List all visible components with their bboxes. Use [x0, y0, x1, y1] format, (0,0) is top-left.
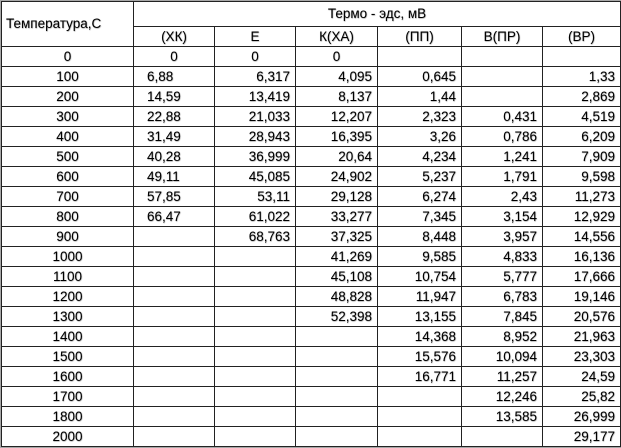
emf-value-cell: 12,929 — [543, 207, 621, 227]
temperature-header: Температура,С — [2, 2, 134, 47]
emf-value-cell: 0 — [134, 47, 215, 67]
emf-value-cell: 1,44 — [378, 87, 462, 107]
emf-value-cell: 52,398 — [296, 307, 378, 327]
table-row — [2, 387, 621, 407]
emf-value-cell: 13,155 — [378, 307, 462, 327]
table-row — [2, 227, 621, 247]
table-row — [2, 207, 621, 227]
emf-value-cell: 19,146 — [543, 287, 621, 307]
table-row — [2, 287, 621, 307]
emf-value-cell — [215, 387, 296, 407]
emf-value-cell: 45,085 — [215, 167, 296, 187]
temperature-cell: 1400 — [2, 327, 134, 347]
emf-value-cell: 4,833 — [462, 247, 543, 267]
temperature-cell: 600 — [2, 167, 134, 187]
emf-value-cell — [296, 367, 378, 387]
emf-value-cell: 10,094 — [462, 347, 543, 367]
emf-value-cell — [134, 267, 215, 287]
table-row — [2, 307, 621, 327]
emf-value-cell: 13,419 — [215, 87, 296, 107]
emf-value-cell: 11,273 — [543, 187, 621, 207]
emf-value-cell: 0,786 — [462, 127, 543, 147]
header-row-group — [2, 2, 621, 27]
emf-value-cell: 2,869 — [543, 87, 621, 107]
emf-value-cell — [134, 427, 215, 447]
emf-value-cell: 4,519 — [543, 107, 621, 127]
emf-value-cell: 0 — [215, 47, 296, 67]
column-header-xk: (ХК) — [134, 27, 215, 47]
emf-value-cell: 12,246 — [462, 387, 543, 407]
temperature-cell: 900 — [2, 227, 134, 247]
emf-value-cell: 0,431 — [462, 107, 543, 127]
temperature-cell: 1000 — [2, 247, 134, 267]
emf-value-cell: 8,952 — [462, 327, 543, 347]
table-row — [2, 347, 621, 367]
emf-value-cell: 26,999 — [543, 407, 621, 427]
emf-value-cell — [134, 247, 215, 267]
emf-value-cell: 13,585 — [462, 407, 543, 427]
emf-value-cell — [215, 367, 296, 387]
table-row — [2, 327, 621, 347]
emf-value-cell: 5,777 — [462, 267, 543, 287]
emf-value-cell — [215, 347, 296, 367]
temperature-cell: 800 — [2, 207, 134, 227]
thermo-emf-table — [1, 1, 621, 447]
emf-value-cell — [296, 387, 378, 407]
emf-value-cell: 24,59 — [543, 367, 621, 387]
emf-group-header: Термо - эдс, мВ — [134, 2, 621, 27]
emf-value-cell: 14,59 — [134, 87, 215, 107]
emf-value-cell — [134, 347, 215, 367]
table-body — [2, 47, 621, 447]
table-row — [2, 267, 621, 287]
table-row — [2, 147, 621, 167]
temperature-cell: 2000 — [2, 427, 134, 447]
emf-value-cell — [215, 407, 296, 427]
emf-value-cell: 6,88 — [134, 67, 215, 87]
table-row — [2, 427, 621, 447]
emf-value-cell — [296, 347, 378, 367]
emf-value-cell: 16,136 — [543, 247, 621, 267]
emf-value-cell: 66,47 — [134, 207, 215, 227]
emf-value-cell: 23,303 — [543, 347, 621, 367]
temperature-cell: 0 — [2, 47, 134, 67]
emf-value-cell: 37,325 — [296, 227, 378, 247]
emf-value-cell: 22,88 — [134, 107, 215, 127]
emf-value-cell — [215, 307, 296, 327]
emf-value-cell — [215, 327, 296, 347]
emf-value-cell: 31,49 — [134, 127, 215, 147]
emf-value-cell: 11,257 — [462, 367, 543, 387]
emf-value-cell: 6,783 — [462, 287, 543, 307]
column-header-vpr: В(ПР) — [462, 27, 543, 47]
emf-value-cell — [215, 427, 296, 447]
temperature-cell: 200 — [2, 87, 134, 107]
column-header-e: Е — [215, 27, 296, 47]
emf-value-cell: 57,85 — [134, 187, 215, 207]
emf-value-cell: 11,947 — [378, 287, 462, 307]
emf-value-cell: 1,33 — [543, 67, 621, 87]
emf-value-cell: 12,207 — [296, 107, 378, 127]
emf-value-cell: 1,791 — [462, 167, 543, 187]
emf-value-cell: 17,666 — [543, 267, 621, 287]
emf-value-cell: 4,095 — [296, 67, 378, 87]
temperature-cell: 700 — [2, 187, 134, 207]
temperature-cell: 1800 — [2, 407, 134, 427]
table-row — [2, 407, 621, 427]
table-row — [2, 87, 621, 107]
emf-value-cell: 25,82 — [543, 387, 621, 407]
emf-value-cell: 48,828 — [296, 287, 378, 307]
emf-value-cell: 5,237 — [378, 167, 462, 187]
emf-value-cell — [134, 407, 215, 427]
emf-value-cell — [462, 427, 543, 447]
emf-value-cell: 9,598 — [543, 167, 621, 187]
emf-value-cell: 16,771 — [378, 367, 462, 387]
temperature-cell: 400 — [2, 127, 134, 147]
emf-value-cell: 40,28 — [134, 147, 215, 167]
emf-value-cell: 24,902 — [296, 167, 378, 187]
emf-value-cell: 53,11 — [215, 187, 296, 207]
emf-value-cell: 6,317 — [215, 67, 296, 87]
emf-value-cell — [215, 247, 296, 267]
emf-value-cell — [134, 387, 215, 407]
emf-value-cell: 0 — [296, 47, 378, 67]
emf-value-cell — [462, 47, 543, 67]
emf-value-cell — [215, 287, 296, 307]
table-row — [2, 67, 621, 87]
column-header-pp: (ПП) — [378, 27, 462, 47]
emf-value-cell: 1,241 — [462, 147, 543, 167]
table-row — [2, 187, 621, 207]
emf-value-cell: 6,209 — [543, 127, 621, 147]
emf-value-cell: 16,395 — [296, 127, 378, 147]
temperature-cell: 500 — [2, 147, 134, 167]
emf-value-cell: 9,585 — [378, 247, 462, 267]
emf-value-cell: 4,234 — [378, 147, 462, 167]
temperature-cell: 1200 — [2, 287, 134, 307]
temperature-cell: 1700 — [2, 387, 134, 407]
temperature-cell: 300 — [2, 107, 134, 127]
emf-value-cell — [296, 407, 378, 427]
column-header-kxa: К(ХА) — [296, 27, 378, 47]
emf-value-cell: 3,957 — [462, 227, 543, 247]
table-row — [2, 247, 621, 267]
table-row — [2, 127, 621, 147]
emf-value-cell: 29,128 — [296, 187, 378, 207]
emf-value-cell: 3,154 — [462, 207, 543, 227]
emf-value-cell: 29,177 — [543, 427, 621, 447]
emf-value-cell: 45,108 — [296, 267, 378, 287]
emf-value-cell: 15,576 — [378, 347, 462, 367]
temperature-cell: 100 — [2, 67, 134, 87]
column-header-vr: (ВР) — [543, 27, 621, 47]
emf-value-cell — [378, 407, 462, 427]
emf-value-cell — [378, 387, 462, 407]
emf-value-cell — [378, 427, 462, 447]
emf-value-cell: 2,43 — [462, 187, 543, 207]
emf-value-cell: 61,022 — [215, 207, 296, 227]
temperature-cell: 1500 — [2, 347, 134, 367]
emf-value-cell: 14,556 — [543, 227, 621, 247]
emf-value-cell: 8,137 — [296, 87, 378, 107]
emf-value-cell: 14,368 — [378, 327, 462, 347]
emf-value-cell — [543, 47, 621, 67]
emf-value-cell — [134, 327, 215, 347]
emf-value-cell: 3,26 — [378, 127, 462, 147]
emf-value-cell: 21,033 — [215, 107, 296, 127]
emf-value-cell: 33,277 — [296, 207, 378, 227]
emf-value-cell: 28,943 — [215, 127, 296, 147]
table-row — [2, 47, 621, 67]
table-row — [2, 367, 621, 387]
table-row — [2, 167, 621, 187]
emf-value-cell: 0,645 — [378, 67, 462, 87]
emf-value-cell — [134, 227, 215, 247]
temperature-cell: 1600 — [2, 367, 134, 387]
emf-value-cell: 21,963 — [543, 327, 621, 347]
emf-value-cell — [215, 267, 296, 287]
emf-value-cell: 7,845 — [462, 307, 543, 327]
emf-value-cell: 7,909 — [543, 147, 621, 167]
emf-value-cell: 7,345 — [378, 207, 462, 227]
emf-value-cell — [134, 307, 215, 327]
emf-value-cell: 49,11 — [134, 167, 215, 187]
emf-value-cell: 20,64 — [296, 147, 378, 167]
temperature-cell: 1300 — [2, 307, 134, 327]
emf-value-cell — [134, 287, 215, 307]
emf-value-cell: 10,754 — [378, 267, 462, 287]
table-row — [2, 107, 621, 127]
emf-value-cell: 2,323 — [378, 107, 462, 127]
emf-value-cell: 6,274 — [378, 187, 462, 207]
emf-value-cell — [462, 87, 543, 107]
emf-value-cell: 68,763 — [215, 227, 296, 247]
emf-value-cell: 36,999 — [215, 147, 296, 167]
emf-value-cell — [296, 327, 378, 347]
temperature-cell: 1100 — [2, 267, 134, 287]
emf-value-cell — [378, 47, 462, 67]
emf-value-cell: 8,448 — [378, 227, 462, 247]
emf-value-cell: 20,576 — [543, 307, 621, 327]
emf-value-cell: 41,269 — [296, 247, 378, 267]
emf-value-cell — [462, 67, 543, 87]
emf-value-cell — [296, 427, 378, 447]
emf-value-cell — [134, 367, 215, 387]
